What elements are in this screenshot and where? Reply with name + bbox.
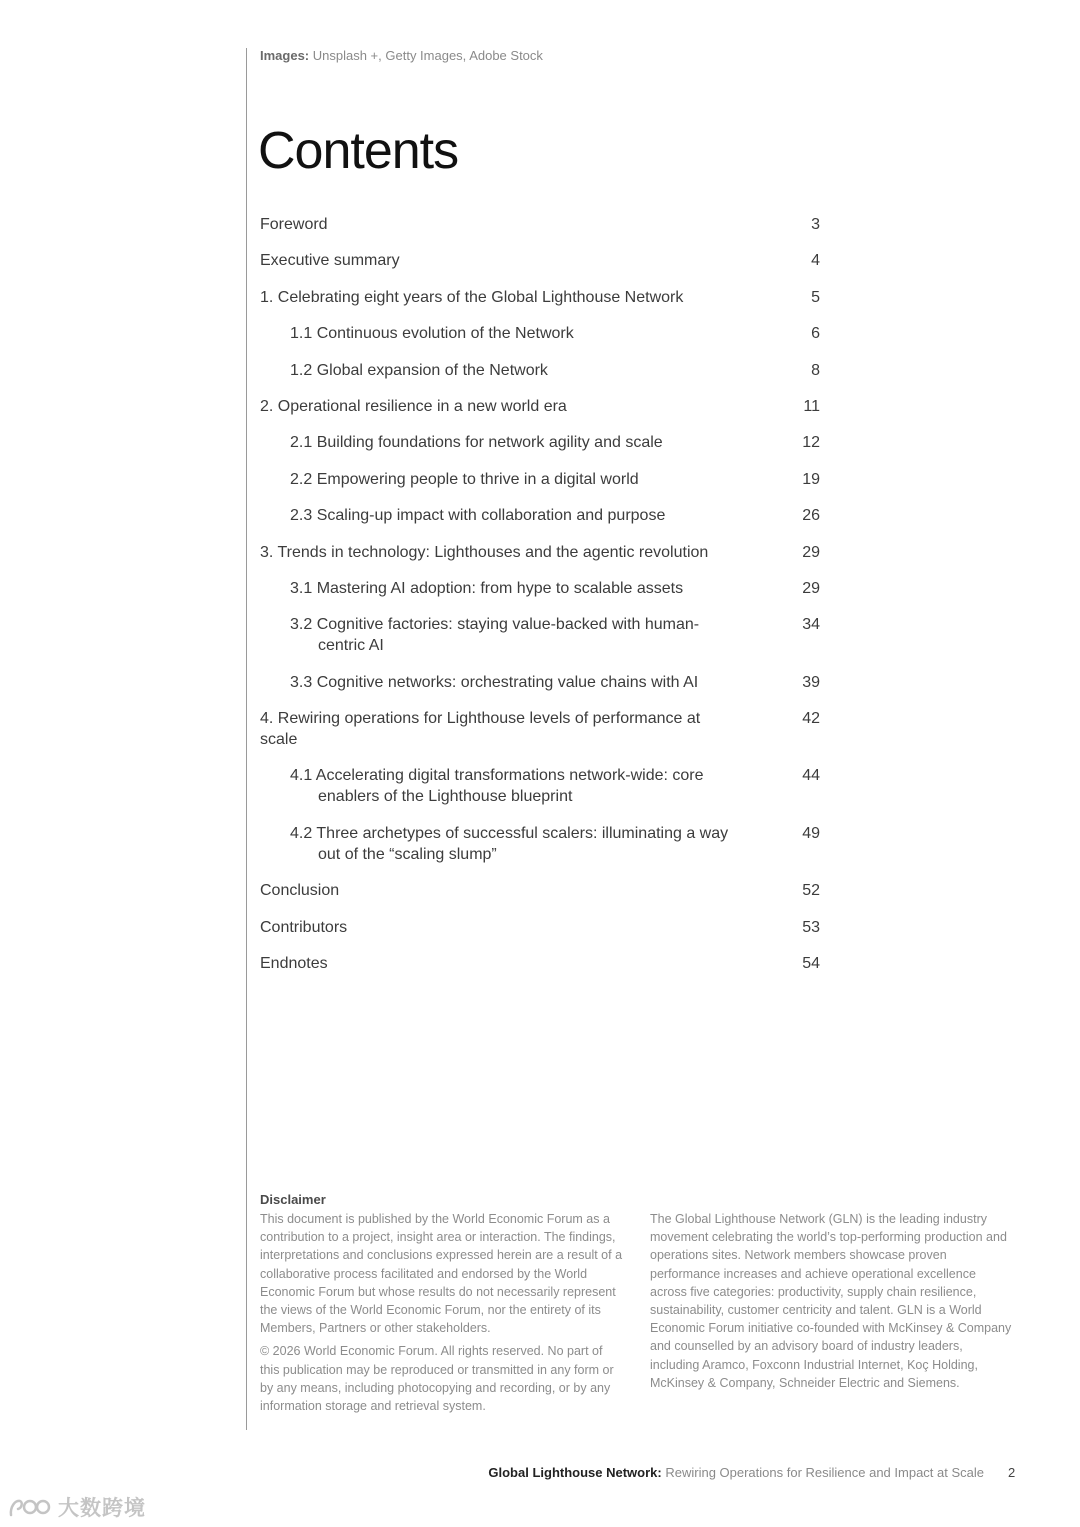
toc-entry-title: 2.1 Building foundations for network agility and scale <box>290 434 663 452</box>
toc-entry[interactable] <box>260 469 820 490</box>
toc-entry-page: 42 <box>802 710 820 728</box>
toc-entry-page: 3 <box>811 216 820 233</box>
toc-entry-page: 8 <box>811 361 820 379</box>
toc-entry-title: 1.1 Continuous evolution of the Network <box>290 325 574 343</box>
toc-entry-page: 39 <box>802 673 820 691</box>
watermark-logo-icon <box>8 1494 52 1520</box>
toc-entry-title: 1.2 Global expansion of the Network <box>290 361 548 379</box>
disclaimer-paragraph-1: This document is published by the World Economic Forum as a contribution to a project, insight area or interaction. The findings, interpretations and conclusions expressed herein are a result of a collaborative process facilitated and endorsed by the World Economic Forum but whose results do not necessarily represent the views of the World Economic Forum, nor the entirety of its Members, Partners or other stakeholders. <box>260 1212 623 1336</box>
toc-entry[interactable] <box>260 250 820 271</box>
toc-entry-page: 44 <box>802 767 820 785</box>
toc-entry[interactable] <box>260 953 820 974</box>
image-credits-text: Unsplash +, Getty Images, Adobe Stock <box>309 48 543 63</box>
toc-entry[interactable] <box>260 578 820 599</box>
toc-entry[interactable] <box>260 396 820 417</box>
toc-entry-title: 1. Celebrating eight years of the Global Lighthouse Network <box>260 288 684 306</box>
disclaimer <box>260 1192 625 1420</box>
toc-entry[interactable] <box>260 672 820 693</box>
toc-entry[interactable] <box>260 287 820 308</box>
toc-entry-title: 4.1 Accelerating digital transformations network-wide: core enablers of the Lighthouse blueprint <box>290 767 704 806</box>
toc-entry-title: Endnotes <box>260 955 328 973</box>
toc-entry-page: 19 <box>802 470 820 488</box>
footer-report-title: Rewiring Operations for Resilience and Impact at Scale <box>661 1465 984 1480</box>
toc-entry-title: 2. Operational resilience in a new world era <box>260 397 567 415</box>
toc-entry[interactable] <box>260 880 820 901</box>
margin-rule <box>246 48 247 1430</box>
toc-entry[interactable] <box>260 505 820 526</box>
toc-entry[interactable] <box>260 323 820 344</box>
watermark-text: 大数跨境 <box>58 1497 146 1520</box>
toc-entry[interactable] <box>260 917 820 938</box>
toc-entry[interactable] <box>260 214 820 235</box>
toc-entry-title: 4. Rewiring operations for Lighthouse levels of performance at scale <box>260 710 701 749</box>
toc-entry-title: 3.3 Cognitive networks: orchestrating value chains with AI <box>290 673 699 691</box>
toc-entry-page: 53 <box>802 918 820 936</box>
toc-entry-page: 12 <box>802 434 820 452</box>
toc-entry-page: 29 <box>802 579 820 597</box>
page-title: Contents <box>258 122 459 180</box>
watermark <box>8 1492 146 1522</box>
image-credits <box>260 48 543 63</box>
toc-entry-title: 2.3 Scaling-up impact with collaboration and purpose <box>290 507 666 525</box>
toc-entry-page: 34 <box>802 616 820 634</box>
toc-entry[interactable] <box>260 432 820 453</box>
toc-entry[interactable] <box>260 360 820 381</box>
footer-report-series: Global Lighthouse Network: <box>488 1465 662 1480</box>
toc-entry-page: 26 <box>802 507 820 525</box>
toc-entry-page: 4 <box>811 252 820 270</box>
toc-entry-title: 4.2 Three archetypes of successful scalers: illuminating a way out of the “scaling slump” <box>290 824 729 863</box>
toc-entry-title: 3. Trends in technology: Lighthouses and the agentic revolution <box>260 543 709 561</box>
toc-entry-title: 2.2 Empowering people to thrive in a digital world <box>290 470 639 488</box>
image-credits-label: Images: <box>260 48 310 63</box>
toc-entry-title: Executive summary <box>260 252 400 270</box>
toc-entry-page: 11 <box>803 397 820 415</box>
toc-entry[interactable] <box>260 823 820 865</box>
disclaimer-heading: Disclaimer <box>260 1192 326 1207</box>
toc-entry-title: Foreword <box>260 216 328 233</box>
toc-entry[interactable] <box>260 708 820 750</box>
toc-entry-title: 3.2 Cognitive factories: staying value-backed with human-centric AI <box>290 616 700 655</box>
toc-entry-page: 6 <box>811 325 820 343</box>
toc-entry-page: 5 <box>811 288 820 306</box>
toc-entry[interactable] <box>260 542 820 563</box>
toc-entry-title: 3.1 Mastering AI adoption: from hype to scalable assets <box>290 579 684 597</box>
toc-entry-title: Contributors <box>260 918 348 936</box>
page-number: 2 <box>1008 1465 1016 1480</box>
table-of-contents <box>260 214 820 989</box>
toc-entry-title: Conclusion <box>260 882 340 900</box>
toc-entry-page: 54 <box>802 955 820 973</box>
toc-entry-page: 52 <box>802 882 820 900</box>
gln-description: The Global Lighthouse Network (GLN) is the leading industry movement celebrating the world’s top-performing production and operations sites. Network members showcase proven performance increases and achieve operational excellence across five categories: productivity, supply chain resilience, sustainability, customer centricity and talent. GLN is a World Economic Forum initiative co-founded with McKinsey & Company and counselled by an advisory board of industry leaders, including Aramco, Foxconn Industrial Internet, Koç Holding, McKinsey & Company, Schneider Electric and Siemens. <box>650 1212 1012 1390</box>
copyright-paragraph: © 2026 World Economic Forum. All rights reserved. No part of this publication may be reproduced or transmitted in any form or by any means, including photocopying and recording, or by any information storage and retrieval system. <box>260 1344 614 1414</box>
toc-entry-page: 49 <box>802 824 820 842</box>
toc-entry[interactable] <box>260 614 820 656</box>
toc-entry[interactable] <box>260 765 820 807</box>
running-footer <box>488 1465 984 1480</box>
toc-entry-page: 29 <box>802 543 820 561</box>
